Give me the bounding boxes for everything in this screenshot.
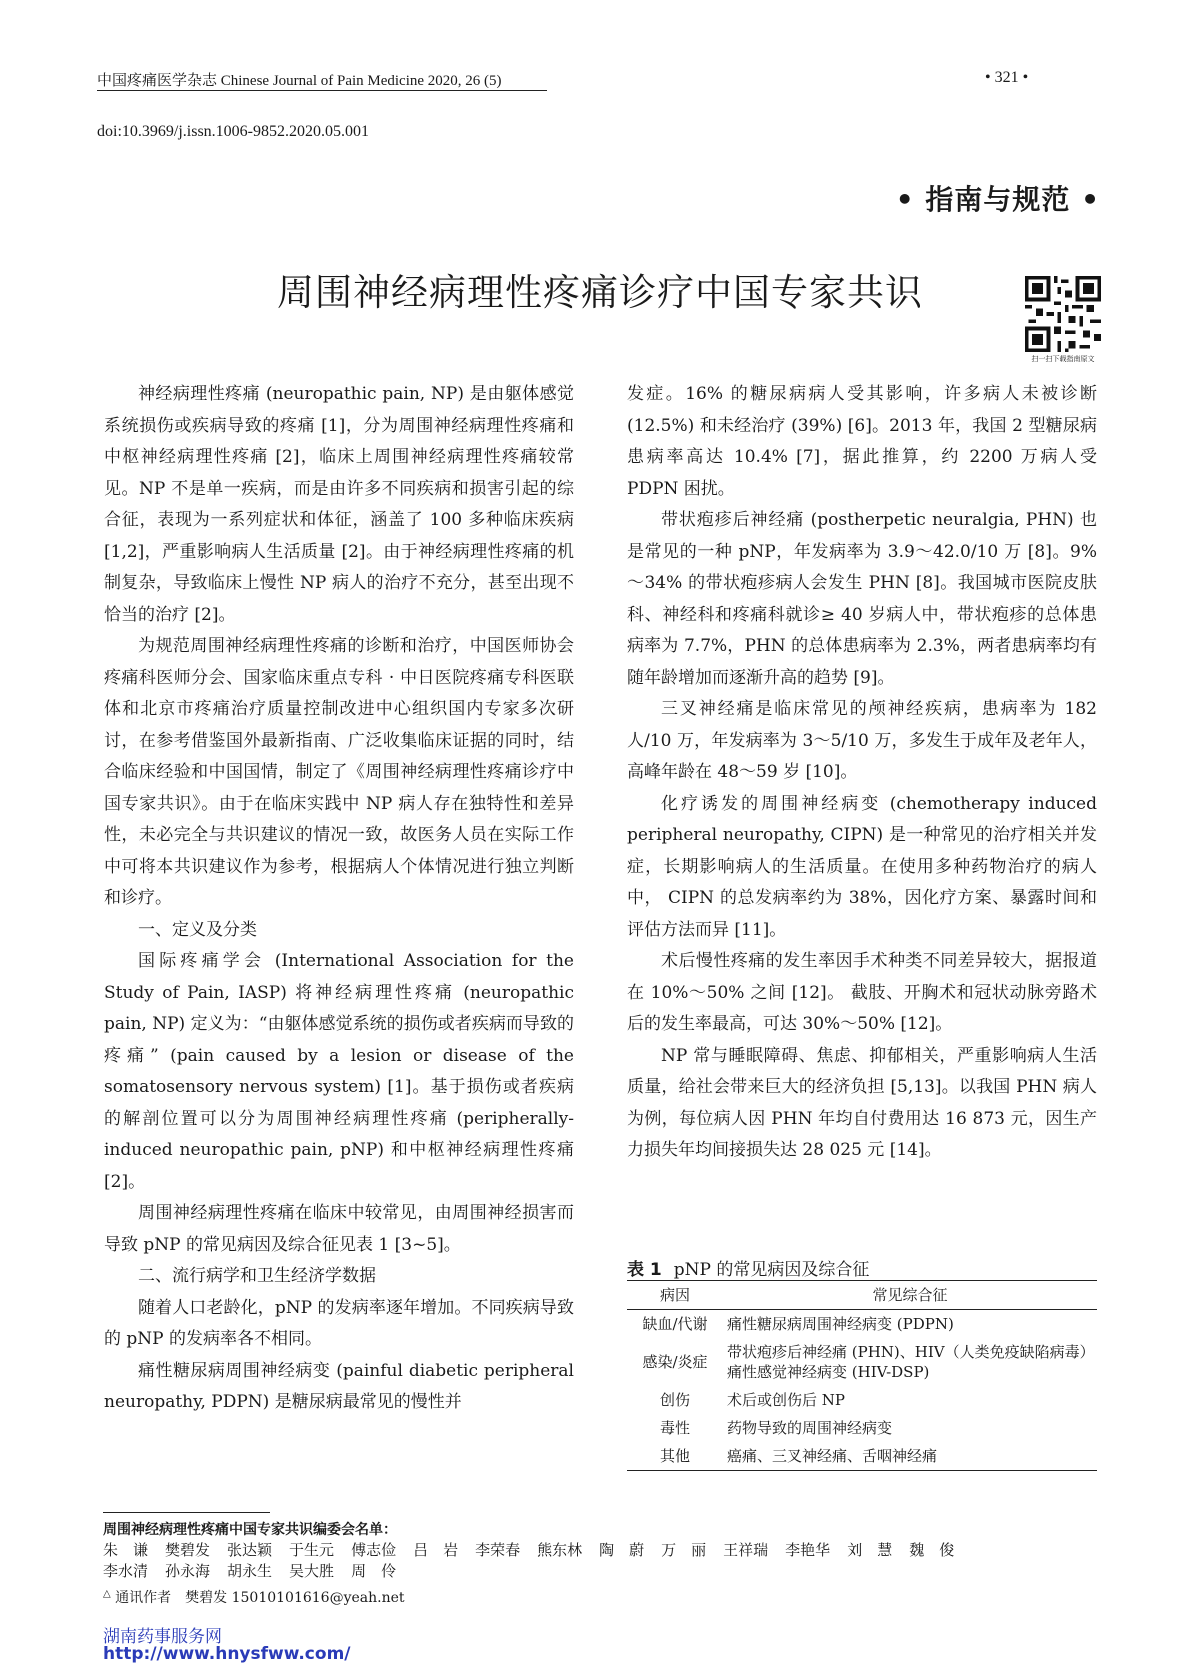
committee-member: 傅志俭 xyxy=(351,1541,397,1559)
table-row xyxy=(627,1310,1097,1339)
page-number: • 321 • xyxy=(985,69,1029,86)
table-caption xyxy=(627,1255,869,1280)
table-cell: 创伤 xyxy=(659,1391,690,1409)
article-title: 周围神经病理性疼痛诊疗中国专家共识 xyxy=(277,271,923,314)
section-heading: 一、定义及分类 xyxy=(138,919,257,940)
footnote-rule xyxy=(103,1512,270,1513)
table-cell: 术后或创伤后 NP xyxy=(727,1391,845,1409)
body-paragraph: 痛性糖尿病周围神经病变 (painful diabetic peripheral neuropathy, PDPN) 是糖尿病最常见的慢性并 xyxy=(104,1360,574,1412)
committee-member: 樊碧发 xyxy=(165,1541,211,1559)
table-cell: 其他 xyxy=(659,1447,690,1465)
committee-member: 刘 慧 xyxy=(847,1541,893,1559)
body-paragraph: 神经病理性疼痛 (neuropathic pain, NP) 是由躯体感觉系统损伤或疾病导致的疼痛 [1]，分为周围神经病理性疼痛和中枢神经病理性疼痛 [2]，临床上周围神经病理性疼痛较常见。NP 不是单一疾病，而是由许多不同疾病和损害引起的综合征，表现为一系列症状和体征，涵盖了 100 多种临床疾病 [1,2]，严重影响病人生活质量 [2]。由于神经病理性疼痛的机制复杂，导致临床上慢性 NP 病人的治疗不充分，甚至出现不恰当的治疗 [2]。 xyxy=(104,384,574,625)
table-row xyxy=(627,1414,1097,1442)
committee-member: 张达颖 xyxy=(227,1541,273,1559)
etiology-table xyxy=(627,1280,1097,1471)
table-cell: 癌痛、三叉神经痛、舌咽神经痛 xyxy=(727,1447,938,1465)
committee-member: 胡永生 xyxy=(227,1562,273,1580)
committee-member: 李艳华 xyxy=(785,1541,831,1559)
committee-member: 陶 蔚 xyxy=(599,1541,645,1559)
qr-caption: 扫一扫下载指南原文 xyxy=(1031,355,1095,363)
body-paragraph: 术后慢性疼痛的发生率因手术种类不同差异较大，据报道在 10%～50% 之间 [12]。 截肢、开胸术和冠状动脉旁路术后的发生率最高，可达 30%～50% [12]。 xyxy=(627,951,1097,1034)
table-cell: 感染/炎症 xyxy=(642,1353,708,1371)
table-header-row xyxy=(627,1281,1097,1310)
committee-member: 朱 谦 xyxy=(103,1541,149,1559)
corresponding-author-text: 通讯作者 樊碧发 15010101616@yeah.net xyxy=(115,1590,405,1606)
triangle-icon: △ xyxy=(103,1588,111,1600)
body-paragraph: NP 常与睡眠障碍、焦虑、抑郁相关，严重影响病人生活质量，给社会带来巨大的经济负担 [5,13]。以我国 PHN 病人为例，每位病人因 PHN 年均自付费用达 16 873 元，因生产力损失年均间接损失达 28 025 元 [14]。 xyxy=(627,1045,1097,1160)
committee-member: 孙永海 xyxy=(165,1562,211,1580)
table-caption-text: pNP 的常见病因及综合征 xyxy=(673,1260,870,1280)
table-row xyxy=(627,1442,1097,1471)
body-paragraph: 周围神经病理性疼痛在临床中较常见，由周围神经损害而导致 pNP 的常见病因及综合征见表 1 [3~5]。 xyxy=(104,1203,574,1255)
watermark-site-name: 湖南药事服务网 xyxy=(103,1627,222,1647)
committee-member: 吕 岩 xyxy=(413,1541,459,1559)
table-header-cell: 病因 xyxy=(659,1286,690,1304)
body-paragraph: 三叉神经痛是临床常见的颅神经疾病，患病率为 182 人/10 万，年发病率为 3～5/10 万，多发生于成年及老年人，高峰年龄在 48～59 岁 [10]。 xyxy=(627,699,1097,782)
committee-names xyxy=(103,1540,1083,1582)
table-row xyxy=(627,1338,1097,1386)
watermark-url[interactable]: http://www.hnysfww.com/ xyxy=(103,1644,351,1664)
committee-member: 万 丽 xyxy=(661,1541,707,1559)
header-rule xyxy=(97,90,547,91)
journal-header: 中国疼痛医学杂志 Chinese Journal of Pain Medicine 2020, 26 (5) xyxy=(97,73,502,89)
committee-member: 魏 俊 xyxy=(909,1541,955,1559)
section-heading: 二、流行病学和卫生经济学数据 xyxy=(138,1266,376,1286)
committee-member: 李水清 xyxy=(103,1562,149,1580)
committee-member: 熊东林 xyxy=(537,1541,583,1559)
committee-member: 吴大胜 xyxy=(289,1562,335,1580)
body-paragraph: 为规范周围神经病理性疼痛的诊断和治疗，中国医师协会疼痛科医师分会、国家临床重点专科 · 中日医院疼痛专科医联体和北京市疼痛治疗质量控制改进中心组织国内专家多次研讨，在参考借鉴国外最新指南、广泛收集临床证据的同时，结合临床经验和中国国情，制定了《周围神经病理性疼痛诊疗中国专家共识》。由于在临床实践中 NP 病人存在独特性和差异性，未必完全与共识建议的情况一致，故医务人员在实际工作中可将本共识建议作为参考，根据病人个体情况进行独立判断和诊疗。 xyxy=(104,636,574,908)
corresponding-author xyxy=(103,1587,405,1607)
qr-code-icon xyxy=(1025,276,1101,352)
body-paragraph: 发症。16% 的糖尿病病人受其影响，许多病人未被诊断 (12.5%) 和未经治疗 (39%) [6]。2013 年，我国 2 型糖尿病患病率高达 10.4% [7]，据此推算，约 2200 万病人受 PDPN 困扰。 xyxy=(627,384,1097,499)
committee-title: 周围神经病理性疼痛中国专家共识编委会名单： xyxy=(103,1522,397,1538)
left-column xyxy=(104,379,574,1419)
table-cell: 药物导致的周围神经病变 xyxy=(727,1419,893,1437)
right-column xyxy=(627,379,1097,1167)
body-paragraph: 随着人口老龄化，pNP 的发病率逐年增加。不同疾病导致的 pNP 的发病率各不相同。 xyxy=(104,1297,574,1349)
committee-member: 于生元 xyxy=(289,1541,335,1559)
table-cell: 毒性 xyxy=(659,1419,690,1437)
table-cell: 缺血/代谢 xyxy=(642,1315,708,1333)
table-cell: 带状疱疹后神经痛 (PHN)、HIV（人类免疫缺陷病毒）痛性感觉神经病变 (HIV-DSP) xyxy=(727,1343,1088,1381)
committee-member: 周 伶 xyxy=(351,1562,397,1580)
committee-member: 王祥瑞 xyxy=(723,1541,769,1559)
doi: doi:10.3969/j.issn.1006-9852.2020.05.001 xyxy=(97,123,370,140)
body-paragraph: 化疗诱发的周围神经病变 (chemotherapy induced peripheral neuropathy, CIPN) 是一种常见的治疗相关并发症，长期影响病人的生活质量。在使用多种药物治疗的病人中， CIPN 的总发病率约为 38%，因化疗方案、暴露时间和评估方法而异 [11]。 xyxy=(627,793,1097,940)
section-tag: • 指南与规范 • xyxy=(895,183,1100,216)
body-paragraph: 带状疱疹后神经痛 (postherpetic neuralgia, PHN) 也是常见的一种 pNP，年发病率为 3.9～42.0/10 万 [8]。9%～34% 的带状疱疹病人会发生 PHN [8]。我国城市医院皮肤科、神经科和疼痛科就诊≥ 40 岁病人中，带状疱疹的总体患病率为 7.7%，PHN 的总体患病率为 2.3%，两者患病率均有随年龄增加而逐渐升高的趋势 [9]。 xyxy=(627,510,1097,688)
body-paragraph: 国际疼痛学会 (International Association for the Study of Pain, IASP) 将神经病理性疼痛 (neuropathic pain, NP) 定义为：“由躯体感觉系统的损伤或者疾病而导致的疼痛” (pain caused by a lesion or disease of the somatosensory nervous system) [1]。基于损伤或者疾病的解剖位置可以分为周围神经病理性疼痛 (peripherally-induced neuropathic pain, pNP) 和中枢神经病理性疼痛 [2]。 xyxy=(104,951,574,1192)
table-cell: 痛性糖尿病周围神经病变 (PDPN) xyxy=(727,1315,954,1333)
table-row xyxy=(627,1386,1097,1414)
table-header-cell: 常见综合征 xyxy=(872,1286,948,1304)
committee-member: 李荣春 xyxy=(475,1541,521,1559)
table-label: 表 1 xyxy=(627,1260,662,1280)
